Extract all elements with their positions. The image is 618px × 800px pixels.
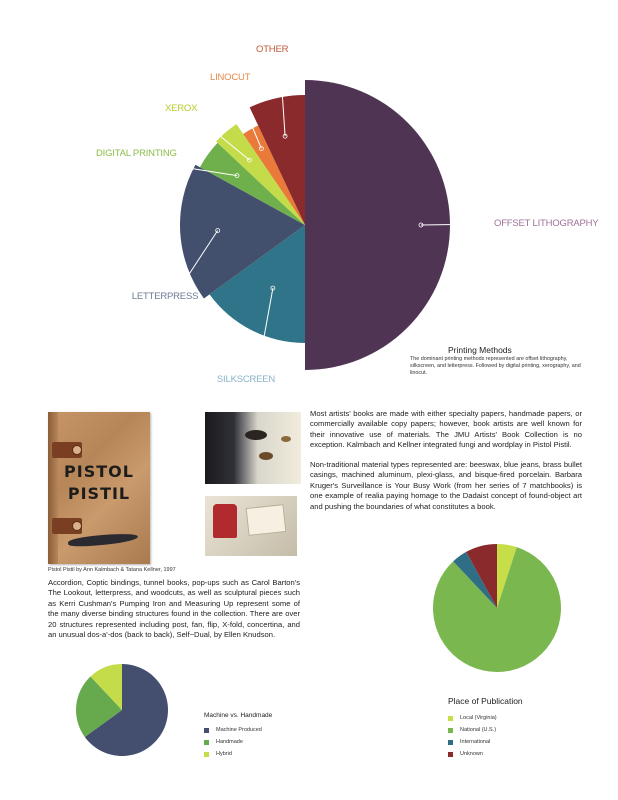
legend-item-national bbox=[448, 724, 497, 736]
legend-label: Local (Virginia) bbox=[460, 715, 497, 721]
legend-label: Handmade bbox=[216, 739, 243, 745]
slice-label-other: OTHER bbox=[256, 44, 289, 55]
legend-item-machine bbox=[204, 724, 262, 736]
slice-label-letterpress: LETTERPRESS bbox=[131, 291, 199, 302]
legend-item-international bbox=[448, 736, 497, 748]
printing-methods-title: Printing Methods bbox=[448, 345, 512, 355]
shirt-book-photo bbox=[205, 496, 297, 556]
slice-label-offset-lithography: OFFSET LITHOGRAPHY bbox=[494, 218, 599, 229]
book-photo-caption: Pistol Pistil by Ann Kalmbach & Tatana Kellner, 1997 bbox=[48, 567, 176, 573]
slice-label-linocut: LINOCUT bbox=[210, 72, 251, 83]
book-ink-splatter bbox=[68, 533, 139, 548]
slice-label-digital-printing: DIGITAL PRINTING bbox=[96, 148, 177, 159]
publication-legend bbox=[448, 712, 497, 760]
legend-label: Unknown bbox=[460, 751, 483, 757]
legend-item-local bbox=[448, 712, 497, 724]
machine-handmade-legend bbox=[204, 724, 262, 760]
publication-chart-title: Place of Publication bbox=[448, 696, 523, 706]
mushroom-book-photo bbox=[205, 412, 301, 484]
book-title-line2: PISTIL bbox=[67, 484, 131, 503]
slice-label-silkscreen: SILKSCREEN bbox=[216, 374, 276, 385]
machine-handmade-chart-title: Machine vs. Handmade bbox=[204, 712, 273, 719]
materials-paragraph-1: Most artists' books are made with either specialty papers, handmade papers, or commercially available copy papers; however, book artists are well known for their innovative use of materials. The JMU Artists' Book Collection is no exception. Kalmbach and Kellner integrated fungi and wordplay in Pistol Pistil. bbox=[310, 409, 582, 450]
book-title-line1: PISTOL bbox=[64, 462, 134, 481]
printing-methods-description: The dominant printing methods represented are offset lithography, silkscreen, and letterpress. Followed by digital printing, xerography, and linocut. bbox=[410, 356, 581, 377]
legend-label: International bbox=[460, 739, 491, 745]
legend-item-hybrid bbox=[204, 748, 262, 760]
materials-paragraph-2: Non-traditional material types represented are: beeswax, blue jeans, brass bullet casings, machined aluminum, plexi-glass, and bisque-fired porcelain. Barbara Kruger's Surveillance is Your Busy Work (from her series of 7 matchbooks) is one example of realia paying homage to the Dadaist concept of found-object art and pushing the boundaries of what constitutes a book. bbox=[310, 459, 582, 511]
slice-label-xerox: XEROX bbox=[165, 103, 198, 114]
legend-item-handmade bbox=[204, 736, 262, 748]
legend-item-unknown bbox=[448, 748, 497, 760]
legend-label: Machine Produced bbox=[216, 727, 262, 733]
binding-structures-text: Accordion, Coptic bindings, tunnel books, pop-ups such as Carol Barton's The Lookout, letterpress, and woodcuts, as well as sculptural pieces such as Kerri Cushman's Pumping Iron and Measuring Up represent some of the many diverse binding structures found in the collection. There are over 20 structures represented including post, fan, flip, X-fold, concertina, and an unusual dos-a'-dos (back to back), Self~Dual, by Ellen Knudson. bbox=[48, 578, 300, 640]
book-clasp-top bbox=[52, 442, 82, 458]
legend-label: Hybrid bbox=[216, 751, 232, 757]
materials-text bbox=[310, 409, 582, 521]
book-clasp-bottom bbox=[52, 518, 82, 534]
legend-label: National (U.S.) bbox=[460, 727, 497, 733]
pistol-pistil-book-photo bbox=[48, 412, 150, 564]
